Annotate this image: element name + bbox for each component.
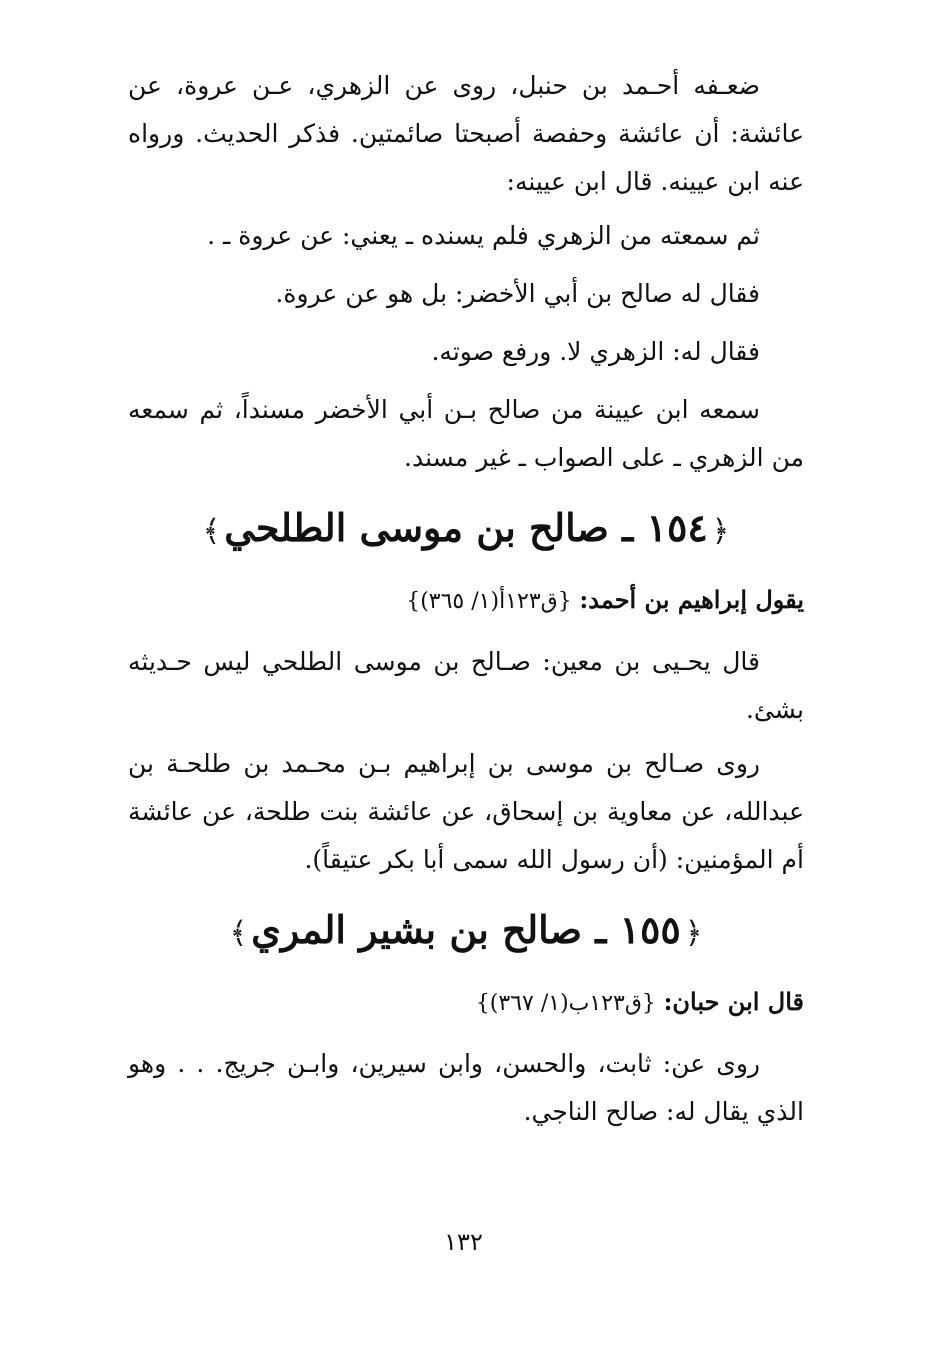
attribution-1 [128,578,804,624]
attribution-2-reference: {ق١٢٣ب(١/ ٣٦٧)} [475,991,656,1016]
page-number: ١٣٢ [444,1228,483,1256]
ornament-bracket-left: ﴾ [229,916,248,951]
page-body [128,62,804,1142]
quote-line-1: ثم سمعته من الزهري فلم يسنده ـ يعني: عن عروة ـ . [207,221,760,250]
paragraph-3: قال يحـيى بن معين: صـالح بن موسى الطلحي ليس حـديثه بشئ. [128,647,804,724]
attribution-1-reference: {ق١٢٣أ(١/ ٣٦٥)} [406,589,572,614]
attribution-2-speaker: قال ابن حبان: [663,987,804,1016]
paragraph-5: روى عن: ثابت، والحسن، وابن سيرين، وابـن جريج. . . وهو الذي يقال له: صالح الناجي. [128,1049,804,1126]
ornament-bracket-right: ﴿ [711,514,730,549]
entry-heading-155 [128,898,804,966]
paragraph-2: سمعه ابن عيينة من صالح بـن أبي الأخضر مسنداً، ثم سمعه من الزهري ـ على الصواب ـ غير مسند. [128,395,804,472]
quote-line-3: فقال له: الزهري لا. ورفع صوته. [431,337,760,366]
attribution-2 [128,980,804,1026]
ornament-bracket-right: ﴿ [684,916,703,951]
attribution-1-speaker: يقول إبراهيم بن أحمد: [579,585,804,614]
entry-title-154: ١٥٤ ـ صالح بن موسى الطلحي [224,505,708,550]
quote-line-2: فقال له صالح بن أبي الأخضر: بل هو عن عروة. [275,279,760,308]
paragraph-4: روى صـالح بن موسى بن إبراهيم بـن محـمد بن طلحـة بن عبدالله، عن معاوية بن إسحاق، عن عائشة بنت طلحة، عن عائشة أم المؤمنين: (أن رسول الله سمى أبا بكر عتيقاً). [128,749,804,874]
ornament-bracket-left: ﴾ [202,514,221,549]
entry-title-155: ١٥٥ ـ صالح بن بشير المري [251,907,681,952]
paragraph-1: ضعـفه أحـمد بن حنبل، روى عن الزهري، عـن عروة، عن عائشة: أن عائشة وحفصة أصبحتا صائمتين. فذكر الحديث. ورواه عنه ابن عيينه. قال ابن عيينه: [128,71,804,196]
entry-heading-154 [128,496,804,564]
